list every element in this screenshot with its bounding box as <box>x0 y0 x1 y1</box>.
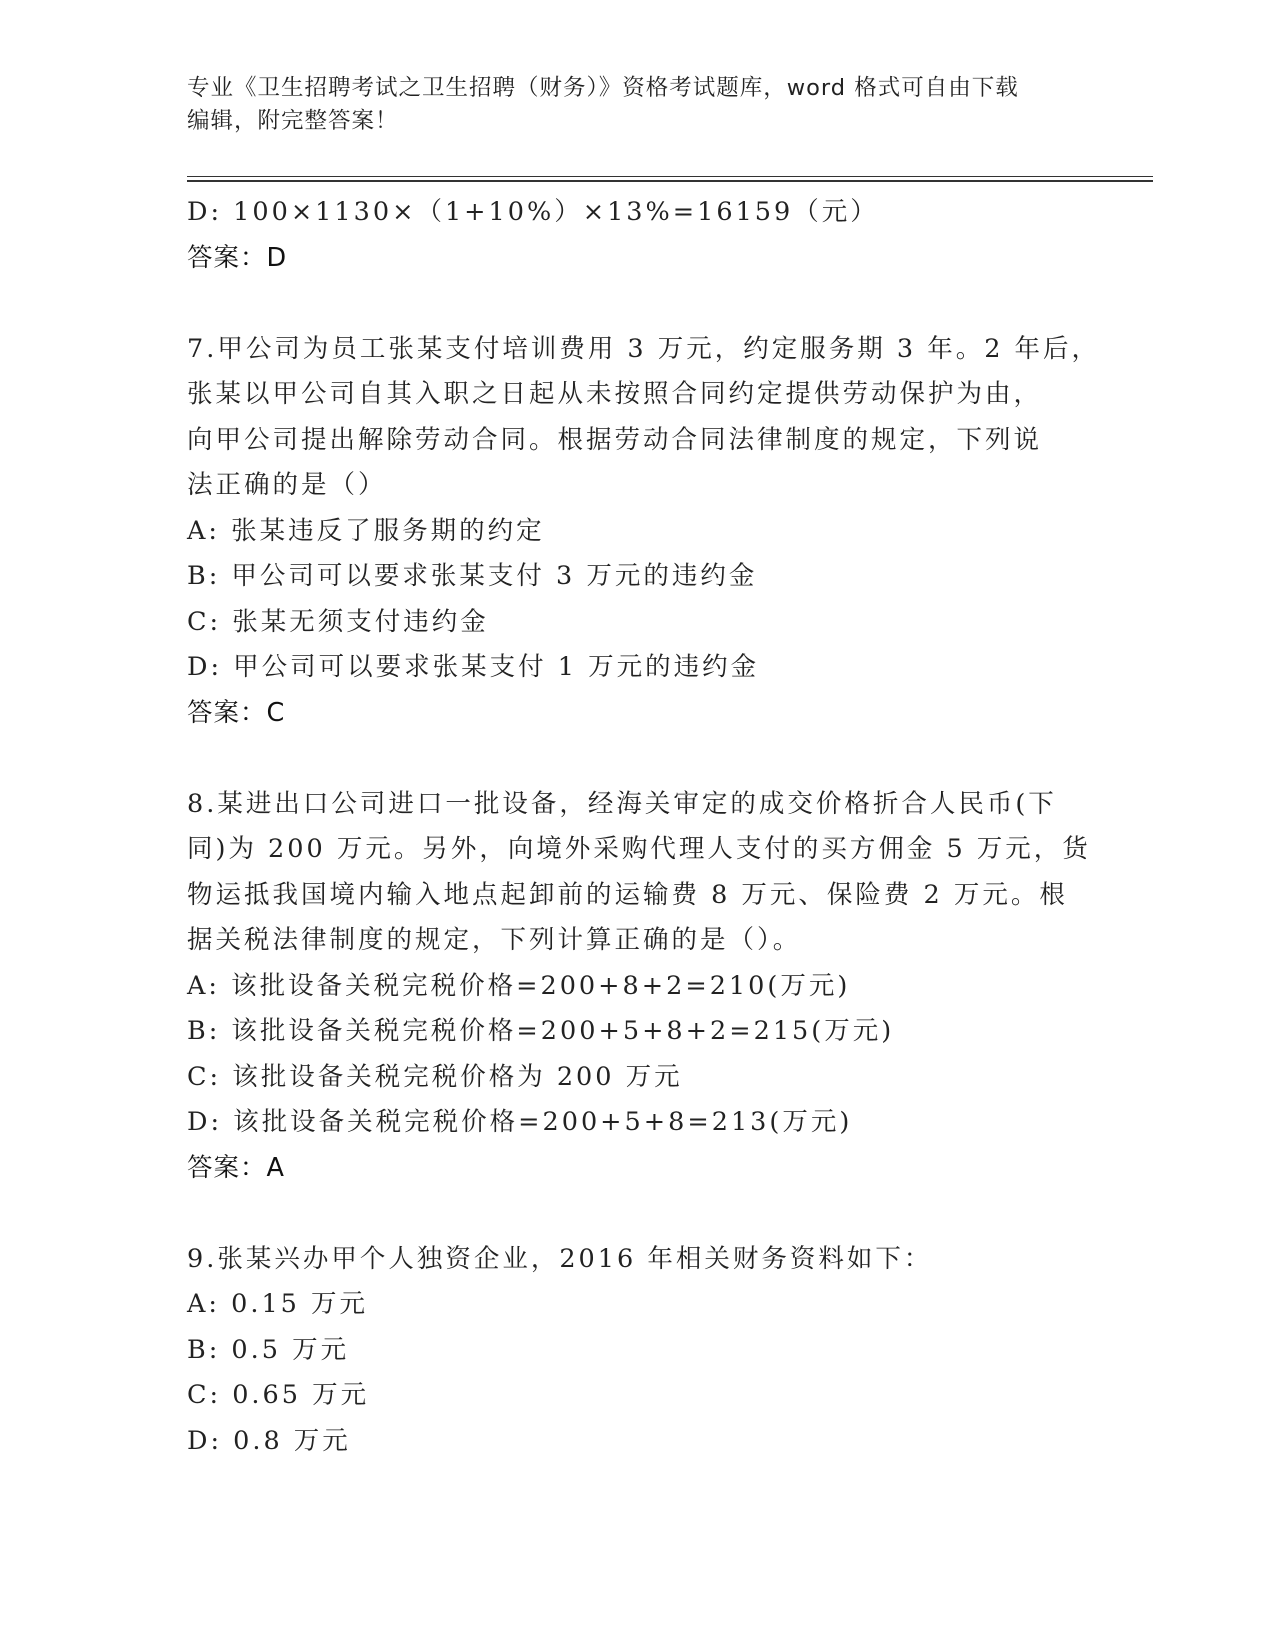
question-content <box>187 190 1101 1464</box>
question-7 <box>187 327 1101 737</box>
q8-stem-line: 同)为 200 万元。另外，向境外采购代理人支付的买方佣金 5 万元，货 <box>187 834 1091 864</box>
spacer <box>187 736 1087 782</box>
prev-answer: 答案：D <box>187 242 288 273</box>
q7-option-d: D: 甲公司可以要求张某支付 1 万元的违约金 <box>187 652 760 682</box>
q7-option-c: C: 张某无须支付违约金 <box>187 606 489 637</box>
document-header <box>187 72 1087 138</box>
header-line-1: 专业《卫生招聘考试之卫生招聘（财务）》资格考试题库，word 格式可自由下载 <box>187 75 1019 101</box>
header-divider-thick <box>187 180 1153 182</box>
q9-option-c: C: 0.65 万元 <box>187 1380 370 1410</box>
q7-stem-line: 张某以甲公司自其入职之日起从未按照合同约定提供劳动保护为由， <box>187 379 1043 409</box>
header-divider-thin <box>187 176 1153 177</box>
question-8 <box>187 782 1091 1192</box>
header-line-2: 编辑，附完整答案！ <box>187 108 399 134</box>
q7-option-a: A: 张某违反了服务期的约定 <box>187 515 545 546</box>
q9-option-d: D: 0.8 万元 <box>187 1425 351 1456</box>
q8-option-d: D: 该批设备关税完税价格=200+5+8=213(万元) <box>187 1107 853 1137</box>
q7-option-b: B: 甲公司可以要求张某支付 3 万元的违约金 <box>187 561 758 591</box>
q9-option-b: B: 0.5 万元 <box>187 1334 350 1365</box>
q8-option-c: C: 该批设备关税完税价格为 200 万元 <box>187 1061 683 1092</box>
q9-option-a: A: 0.15 万元 <box>187 1289 368 1319</box>
q8-stem-line: 据关税法律制度的规定，下列计算正确的是（）。 <box>187 925 802 955</box>
q8-answer: 答案：A <box>187 1152 285 1183</box>
q8-option-a: A: 该批设备关税完税价格=200+8+2=210(万元) <box>187 970 851 1001</box>
q7-stem-line: 向甲公司提出解除劳动合同。根据劳动合同法律制度的规定，下列说 <box>187 424 1043 455</box>
spacer <box>187 1191 1087 1237</box>
spacer <box>187 281 1087 327</box>
prev-option-d: D: 100×1130×（1+10%）×13%=16159（元） <box>187 197 879 227</box>
q8-stem-line: 物运抵我国境内输入地点起卸前的运输费 8 万元、保险费 2 万元。根 <box>187 879 1068 910</box>
q8-stem-line: 8.某进出口公司进口一批设备，经海关审定的成交价格折合人民币(下 <box>187 788 1057 819</box>
question-9 <box>187 1237 1087 1465</box>
q8-option-b: B: 该批设备关税完税价格=200+5+8+2=215(万元) <box>187 1016 895 1046</box>
q7-stem-line: 法正确的是（） <box>187 470 387 500</box>
q9-stem-line: 9.张某兴办甲个人独资企业，2016 年相关财务资料如下： <box>187 1243 933 1274</box>
q7-stem-line: 7.甲公司为员工张某支付培训费用 3 万元，约定服务期 3 年。2 年后， <box>187 333 1101 364</box>
q7-answer: 答案：C <box>187 697 286 728</box>
